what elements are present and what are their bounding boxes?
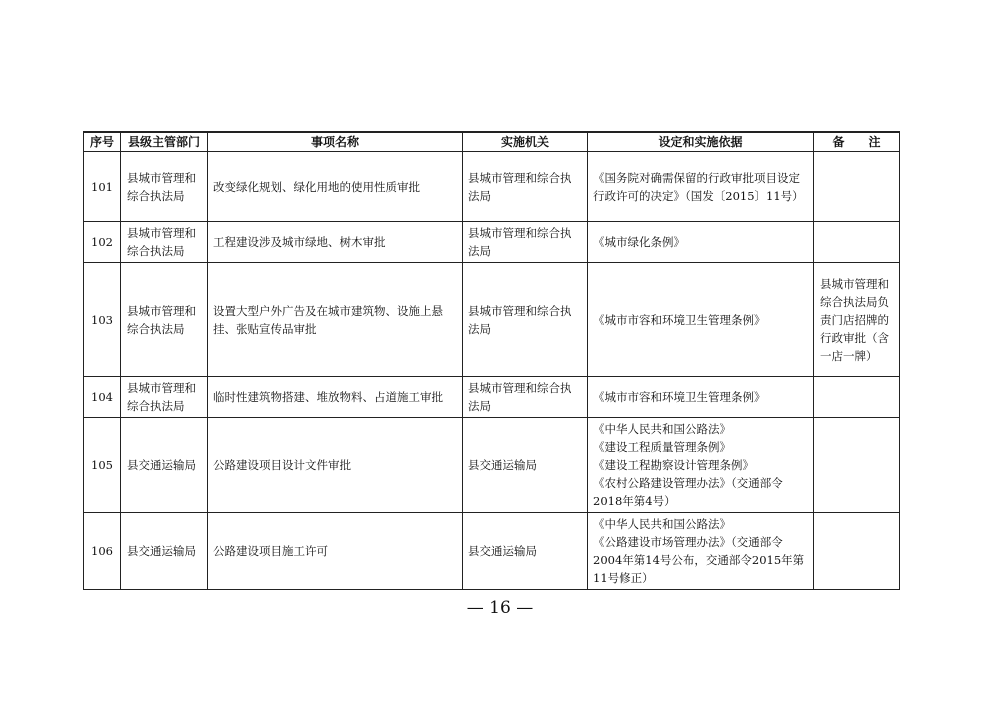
row-item: 工程建设涉及城市绿地、树木审批 (208, 222, 463, 263)
basis-line: 《农村公路建设管理办法》（交通部令2018年第4号） (593, 476, 783, 508)
row-item: 改变绿化规划、绿化用地的使用性质审批 (208, 152, 463, 222)
basis-line: 《国务院对确需保留的行政审批项目设定行政许可的决定》（国发〔2015〕11号） (593, 170, 804, 203)
row-agency: 县交通运输局 (463, 418, 588, 513)
page-number: — 16 — (466, 598, 534, 618)
row-dept: 县城市管理和综合执法局 (121, 377, 208, 418)
basis-line: 《城市市容和环境卫生管理条例》 (593, 390, 766, 404)
row-note (814, 152, 900, 222)
row-dept: 县交通运输局 (121, 513, 208, 590)
basis-line: 《城市市容和环境卫生管理条例》 (593, 312, 766, 327)
row-note (814, 418, 900, 513)
row-note (814, 222, 900, 263)
table-row (84, 263, 900, 377)
basis-line: 《中华人民共和国公路法》 (593, 517, 731, 531)
row-basis (588, 222, 814, 263)
table-row (84, 222, 900, 263)
row-seq: 101 (84, 152, 121, 222)
row-note: 县城市管理和综合执法局负责门店招牌的行政审批（含一店一牌） (814, 263, 900, 377)
basis-line: 《城市绿化条例》 (593, 235, 685, 249)
row-dept: 县城市管理和综合执法局 (121, 152, 208, 222)
table-header-row (84, 132, 900, 152)
row-item: 公路建设项目施工许可 (208, 513, 463, 590)
header-agency: 实施机关 (463, 132, 588, 152)
basis-line: 《公路建设市场管理办法》（交通部令2004年第14号公布，交通部令2015年第11号修正） (593, 535, 805, 585)
row-note (814, 377, 900, 418)
header-item: 事项名称 (208, 132, 463, 152)
table-row (84, 377, 900, 418)
header-basis: 设定和实施依据 (588, 132, 814, 152)
row-seq: 106 (84, 513, 121, 590)
row-agency: 县城市管理和综合执法局 (463, 222, 588, 263)
basis-line: 《中华人民共和国公路法》 (593, 422, 731, 436)
row-basis (588, 377, 814, 418)
row-agency: 县城市管理和综合执法局 (463, 377, 588, 418)
row-dept: 县交通运输局 (121, 418, 208, 513)
table-row (84, 152, 900, 222)
header-note: 备 注 (814, 132, 900, 152)
row-note (814, 513, 900, 590)
row-agency: 县城市管理和综合执法局 (463, 263, 588, 377)
table-row (84, 418, 900, 513)
row-item: 设置大型户外广告及在城市建筑物、设施上悬挂、张贴宣传品审批 (208, 263, 463, 377)
row-seq: 102 (84, 222, 121, 263)
row-agency: 县城市管理和综合执法局 (463, 152, 588, 222)
row-seq: 104 (84, 377, 121, 418)
row-basis (588, 263, 814, 377)
header-seq: 序号 (84, 132, 121, 152)
basis-line: 《建设工程质量管理条例》 (593, 440, 731, 454)
row-basis (588, 513, 814, 590)
row-dept: 县城市管理和综合执法局 (121, 263, 208, 377)
row-item: 公路建设项目设计文件审批 (208, 418, 463, 513)
approval-items-table (83, 131, 900, 590)
basis-line: 《建设工程勘察设计管理条例》 (593, 458, 754, 472)
row-basis (588, 152, 814, 222)
row-dept: 县城市管理和综合执法局 (121, 222, 208, 263)
row-seq: 103 (84, 263, 121, 377)
header-dept: 县级主管部门 (121, 132, 208, 152)
table-row (84, 513, 900, 590)
row-seq: 105 (84, 418, 121, 513)
row-agency: 县交通运输局 (463, 513, 588, 590)
row-basis (588, 418, 814, 513)
row-item: 临时性建筑物搭建、堆放物料、占道施工审批 (208, 377, 463, 418)
